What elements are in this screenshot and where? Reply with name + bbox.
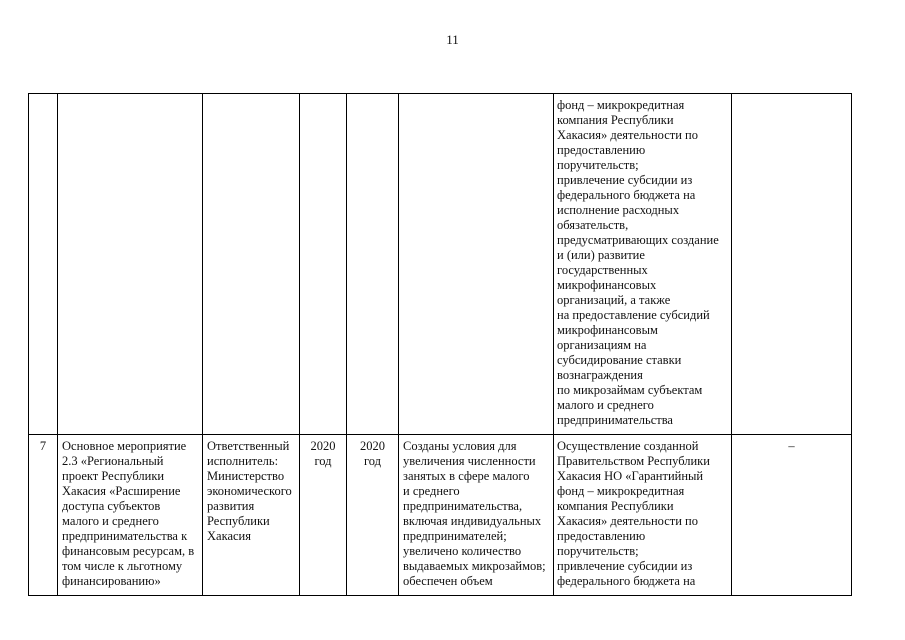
text-line: финансовым ресурсам, в [62,544,195,558]
cell-number [29,94,58,435]
text-line: экономического [207,484,292,498]
text-line: и (или) развитие [557,248,645,262]
cell-end-year [347,94,399,435]
text-line: Ответственный [207,439,290,453]
text-line: Хакасия НО «Гарантийный [557,469,704,483]
text-line: Основное мероприятие [62,439,187,453]
text-line: обеспечен объем [403,574,493,588]
cell-result [399,435,554,596]
text-line: Хакасия [207,529,251,543]
text-line: микрофинансовых [557,278,657,292]
text-line: 2020 [310,439,336,453]
text-line: Созданы условия для [403,439,517,453]
text-line: поручительств; [557,158,639,172]
cell-responsible [203,435,300,596]
text-line: привлечение субсидии из [557,559,693,573]
text-line: Осуществление созданной [557,439,699,453]
text-line: и среднего [403,484,460,498]
link-dash: – [788,439,795,453]
cell-start-year [300,435,347,596]
text-line: предпринимательства [557,413,673,427]
text-line: микрофинансовым [557,323,658,337]
text-line: финансированию» [62,574,161,588]
text-line: организациям на [557,338,647,352]
text-line: предпринимательства, [403,499,523,513]
text-line: предусматривающих создание [557,233,719,247]
cell-event [58,94,203,435]
cell-responsible [203,94,300,435]
cell-result [399,94,554,435]
text-line: организаций, а также [557,293,671,307]
text-line: субсидирование ставки [557,353,682,367]
cell-number [29,435,58,596]
program-events-table [28,93,852,596]
text-line: государственных [557,263,648,277]
text-line: предоставлению [557,143,646,157]
cell-event [58,435,203,596]
cell-directions [554,435,732,596]
text-line: фонд – микрокредитная [557,484,685,498]
text-line: малого и среднего [557,398,654,412]
text-line: малого и среднего [62,514,159,528]
text-line: год [363,454,382,468]
cell-indicator-link [732,435,852,596]
text-line: вознаграждения [557,368,643,382]
text-line: фонд – микрокредитная [557,98,685,112]
cell-end-year [347,435,399,596]
text-line: проект Республики [62,469,165,483]
text-line: Хакасия» деятельности по [557,514,698,528]
text-line: том числе к льготному [62,559,183,573]
cell-start-year [300,94,347,435]
text-line: предоставлению [557,529,646,543]
text-line: 2.3 «Региональный [62,454,164,468]
text-line: Хакасия «Расширение [62,484,181,498]
text-line: 2020 [360,439,385,453]
cell-indicator-link [732,94,852,435]
text-line: исполнение расходных [557,203,680,217]
row-number: 7 [39,439,47,453]
cell-directions [554,94,732,435]
text-line: увеличено количество [403,544,522,558]
text-line: обязательств, [557,218,629,232]
text-line: по микрозаймам субъектам [557,383,703,397]
text-line: привлечение субсидии из [557,173,693,187]
text-line: федерального бюджета на [557,188,696,202]
text-line: федерального бюджета на [557,574,696,588]
text-line: Министерство [207,469,285,483]
text-line: год [314,454,332,468]
table-row [29,94,852,435]
text-line: Хакасия» деятельности по [557,128,698,142]
text-line: на предоставление субсидий [557,308,710,322]
text-line: компания Республики [557,499,674,513]
text-line: доступа субъектов [62,499,161,513]
text-line: исполнитель: [207,454,279,468]
text-line: Республики [207,514,270,528]
text-line: развития [207,499,255,513]
text-line: занятых в сфере малого [403,469,530,483]
text-line: поручительств; [557,544,639,558]
text-line: предпринимательства к [62,529,188,543]
text-line: компания Республики [557,113,674,127]
text-line: увеличения численности [403,454,536,468]
text-line: выдаваемых микрозаймов; [403,559,546,573]
text-line: включая индивидуальных [403,514,542,528]
page-number: 11 [446,32,459,47]
table-row [29,435,852,596]
text-line: предпринимателей; [403,529,507,543]
text-line: Правительством Республики [557,454,710,468]
